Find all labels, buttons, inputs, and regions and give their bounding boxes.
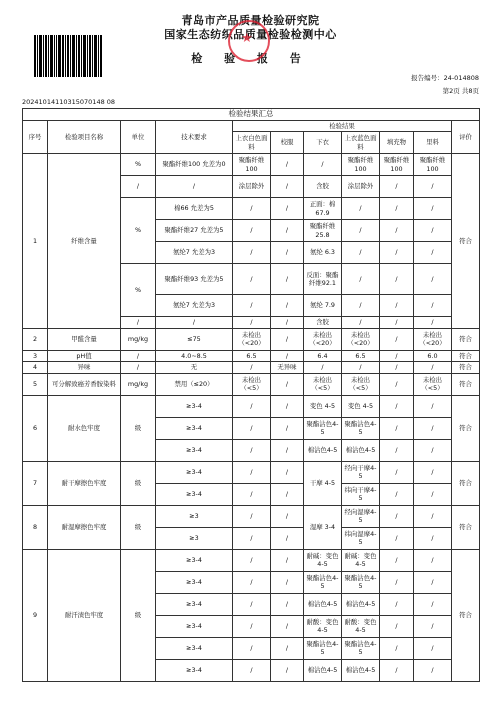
header-no: 序号: [23, 120, 48, 154]
barcode-icon: [34, 35, 102, 77]
table-row: ≥3-4 / / 棉沾色4-5 棉沾色4-5 / /: [23, 659, 480, 681]
table-row: 氨纶7 允差为3 / / 氨纶 7.9 / / /: [23, 295, 480, 317]
center-name: 国家生态纺织品质量检验检测中心: [164, 28, 337, 41]
table-row: 5 可分解致癌芳香胺染料 mg/kg 禁用（≤20） 未检出（<5） / 未检出（<5） 未检出（<5） / 未检出（<5） 符合: [23, 373, 480, 395]
table-row: 8 耐湿摩擦色牢度 级 ≥3 / / 湿摩 3-4 经向湿摩4-5 / / 符合: [23, 505, 480, 527]
table-row: / / / / 含胶 / / /: [23, 317, 480, 329]
table-row: 4 异味 / 无 / 无异味 / / / / 符合: [23, 362, 480, 374]
table-row: 1 纤维含量 % 聚酯纤维100 允差为0 聚酯纤维100 / / 聚酯纤维100 聚酯纤维100 聚酯纤维100 符合: [23, 154, 480, 176]
table-row: ≥3-4 / / 棉沾色4-5 棉沾色4-5 / /: [23, 439, 480, 461]
table-row: ≥3-4 / / 纬向干摩4-5 / /: [23, 483, 480, 505]
table-row: ≥3-4 / / 耐酸：变色 4-5 耐酸：变色 4-5 / /: [23, 615, 480, 637]
summary-title: 检验结果汇总: [23, 109, 480, 121]
table-row: 6 耐水色牢度 级 ≥3-4 / / 变色 4-5 变色 4-5 / / 符合: [23, 395, 480, 417]
table-row: 7 耐干摩擦色牢度 级 ≥3-4 / / 干摩 4-5 经向干摩4-5 / / 符合: [23, 461, 480, 483]
header-col-blue: 上衣蓝色面料: [342, 132, 380, 154]
table-row: 聚酯纤维27 允差为5 / / 聚酯纤维25.8 / / /: [23, 220, 480, 242]
header-col-bottom: 下衣: [304, 132, 342, 154]
institute-name: 青岛市产品质量检验研究院: [181, 14, 320, 27]
table-row: % 棉66 允差为5 / / 正面：棉67.9 / / /: [23, 198, 480, 220]
table-row: ≥3-4 / / 聚酯沾色4-5 聚酯沾色4-5 / /: [23, 571, 480, 593]
header-col-filling: 填充物: [380, 132, 414, 154]
table-row: 3 pH值 / 4.0~8.5 6.5 / 6.4 6.5 / 6.0 符合: [23, 350, 480, 362]
table-row: 9 耐汗渍色牢度 级 ≥3-4 / / 耐碱：变色 4-5 耐碱：变色 4-5 / / 符合: [23, 549, 480, 571]
header-col-lining: 里料: [414, 132, 452, 154]
report-title: 检 验 报 告: [191, 52, 310, 65]
header-requirement: 技术要求: [156, 120, 233, 154]
results-summary-table: [22, 108, 480, 682]
header-verdict: 评价: [452, 120, 480, 154]
table-row: ≥3-4 / / 聚酯沾色4-5 聚酯沾色4-5 / /: [23, 637, 480, 659]
header-result: 检验结果: [233, 120, 452, 132]
page-info: 第2页 共8页: [442, 87, 479, 95]
table-row: ≥3 / / 纬向湿摩4-5 / /: [23, 527, 480, 549]
barcode-number: 20241014110315070148 08: [22, 98, 116, 106]
table-row: 氨纶7 允差为3 / / 氨纶 6.3 / / /: [23, 242, 480, 264]
header-unit: 单位: [121, 120, 156, 154]
table-row: 2 甲醛含量 mg/kg ≤75 未检出（<20） / 未检出（<20） 未检出（<20） / 未检出（<20） 符合: [23, 328, 480, 350]
table-row: % 聚酯纤维93 允差为5 / / 反面：聚酯纤维92.1 / / /: [23, 264, 480, 295]
table-row: / / 涂层除外 / 含胶 涂层除外 / /: [23, 176, 480, 198]
header-col-uniform: 校服: [271, 132, 304, 154]
header-col-white: 上衣白色面料: [233, 132, 271, 154]
official-seal-stamp: [228, 20, 270, 62]
table-row: ≥3-4 / / 聚酯沾色4-5 聚酯沾色4-5 / /: [23, 417, 480, 439]
table-row: ≥3-4 / / 棉沾色4-5 棉沾色4-5 / /: [23, 593, 480, 615]
report-number: 报告编号：24-014808: [411, 74, 479, 82]
header-item: 检验项目名称: [48, 120, 121, 154]
